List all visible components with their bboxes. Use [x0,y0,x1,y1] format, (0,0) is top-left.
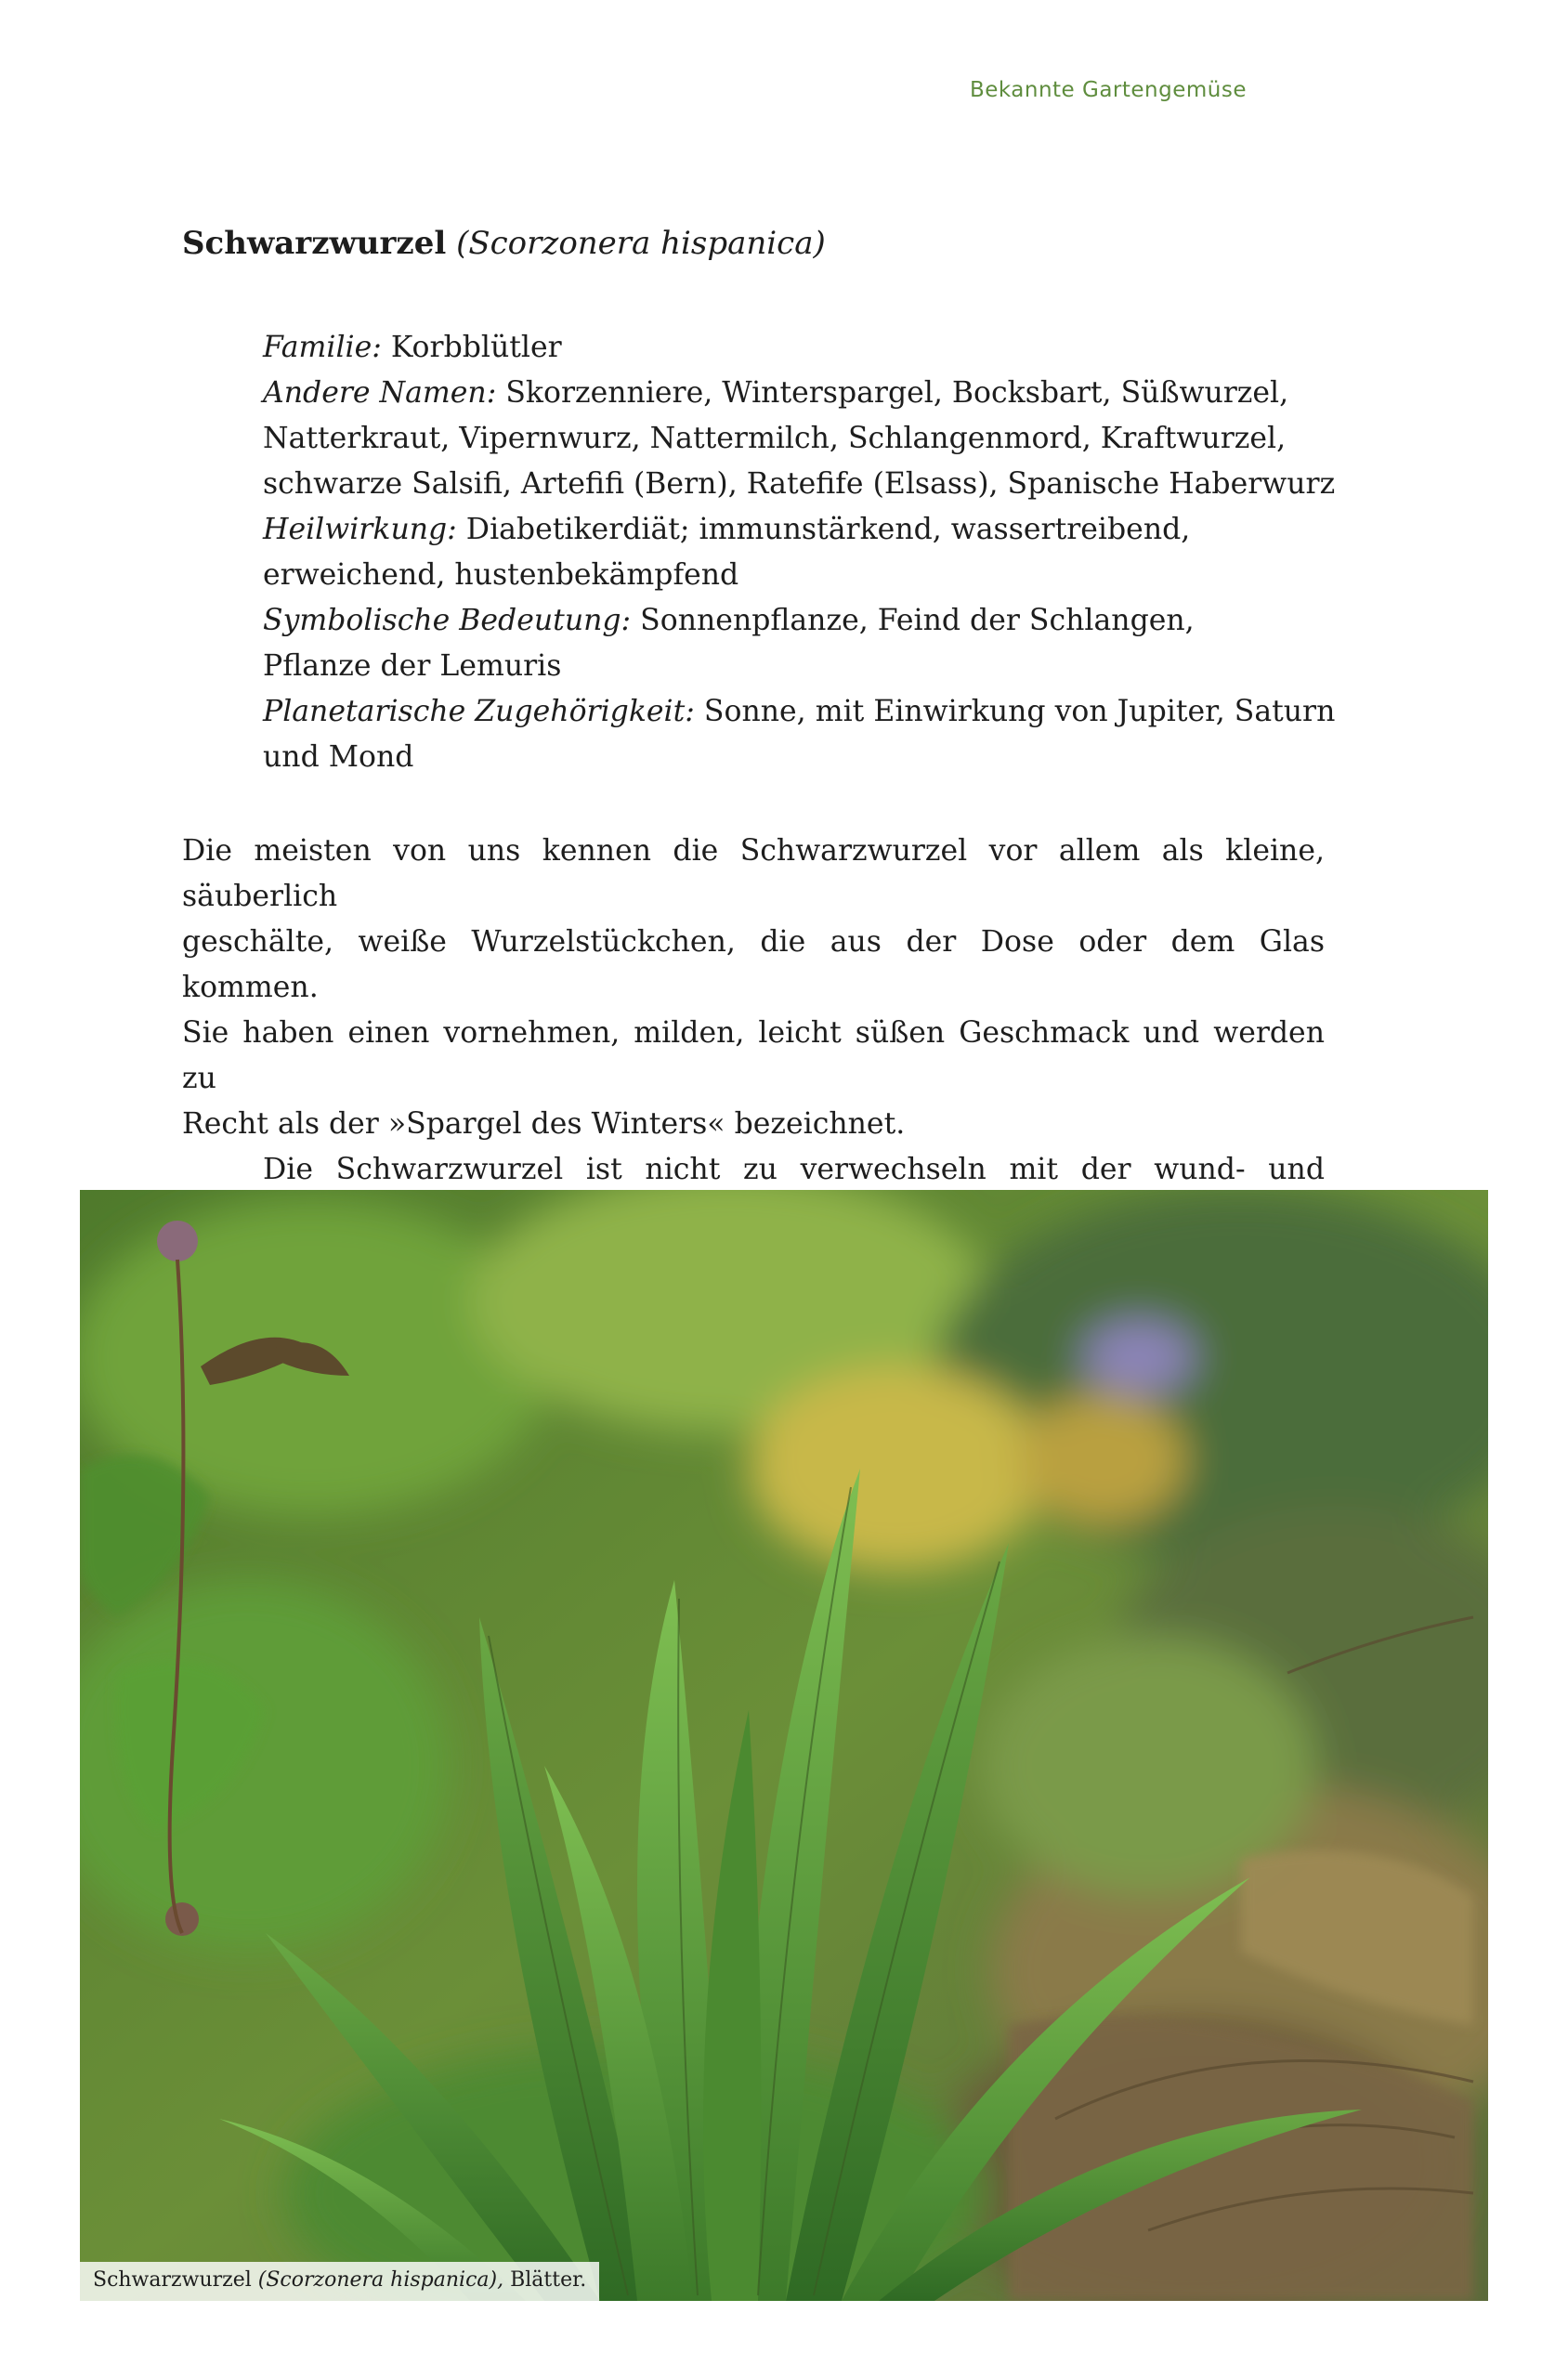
fact-planetary-line2: und Mond [263,740,414,774]
running-head: Bekannte Gartengemüse [969,78,1247,102]
fact-names-line2: Natterkraut, Vipernwurz, Nattermilch, Schlangenmord, Kraftwurzel, [263,422,1287,455]
fact-symbolic-line1: Sonnenpflanze, Feind der Schlangen, [631,604,1195,637]
fact-family [263,325,1322,371]
caption-latin: (Scorzonera hispanica), [257,2268,504,2292]
caption-text-end: Blätter. [503,2268,587,2292]
title-common-name: Schwarzwurzel [182,225,447,262]
fact-healing [263,507,1322,553]
paragraph-2-line: Die Schwarzwurzel ist nicht zu verwechseln mit der wund- und [263,1153,1325,1186]
plant-photo [80,1190,1488,2301]
paragraph-1-line: Die meisten von uns kennen die Schwarzwurzel vor allem als kleine, säuberlich [182,834,1325,913]
fact-symbolic [263,598,1322,644]
fact-planetary-label: Planetarische Zugehörigkeit: [263,695,695,728]
plant-facts [263,325,1336,780]
photo-caption [80,2262,599,2301]
fact-names-line3: schwarze Salsifi, Artefifi (Bern), Ratefife (Elsass), Spanische Haberwurz [263,467,1336,501]
fact-family-label: Familie: [263,331,382,364]
plant-photo-illustration [80,1190,1488,2301]
paragraph-1-line: Recht als der »Spargel des Winters« bezeichnet. [182,1107,906,1141]
fact-planetary-line1: Sonne, mit Einwirkung von Jupiter, Saturn [694,695,1336,728]
fact-symbolic-line2: Pflanze der Lemuris [263,649,562,683]
fact-names-line1: Skorzenniere, Winterspargel, Bocksbart, Süßwurzel, [496,376,1289,410]
fact-names-label: Andere Namen: [263,376,497,410]
section-title [182,223,826,264]
title-latin-name: (Scorzonera hispanica) [456,225,826,262]
fact-healing-label: Heilwirkung: [263,513,457,546]
fact-names [263,371,1322,416]
fact-healing-line1: Diabetikerdiät; immunstärkend, wassertreibend, [456,513,1191,546]
fact-family-value: Korbblütler [381,331,562,364]
paragraph-1-line: Sie haben einen vornehmen, milden, leicht süßen Geschmack und werden zu [182,1016,1325,1095]
paragraph-1-line: geschälte, weiße Wurzelstückchen, die aus der Dose oder dem Glas kommen. [182,925,1325,1004]
fact-healing-line2: erweichend, hustenbekämpfend [263,558,739,592]
fact-symbolic-label: Symbolische Bedeutung: [263,604,632,637]
fact-planetary [263,689,1336,735]
caption-text: Schwarzwurzel [93,2268,258,2292]
